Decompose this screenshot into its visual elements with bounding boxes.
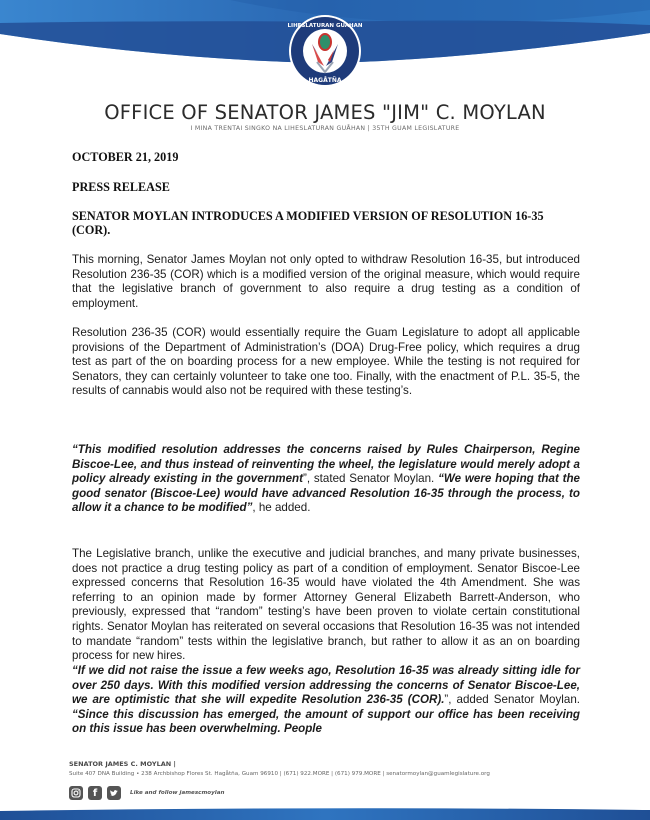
paragraph-1: This morning, Senator James Moylan not only opted to withdraw Resolution 16-35, but introduced Resolution 236-35 (COR) which is a modified version of the original measure, which would require that the legislative branch of government to also require a drug testing as a condition of employment. bbox=[72, 253, 580, 310]
headline: SENATOR MOYLAN INTRODUCES A MODIFIED VERSION OF RESOLUTION 16-35 (COR). bbox=[72, 209, 544, 237]
seal-text-top: LIHESLATURAN GUAHAN bbox=[288, 23, 362, 29]
social-links bbox=[69, 786, 224, 800]
attribution: , he added. bbox=[252, 501, 311, 515]
quote: “If we did not raise the issue a few weeks ago, Resolution 16-35 was already sitting idle for over 250 days. With this modified version addressing the concerns of Senator Biscoe-Lee, we are optimistic that she will expedite Resolution 236-35 (COR). bbox=[72, 664, 580, 707]
paragraph-3 bbox=[72, 443, 580, 516]
footer-contact-info: Suite 407 DNA Building • 238 Archbishop Flores St. Hagåtña, Guam 96910 | (671) 922.MORE | (671) 979.MORE | senatormoylan@guamlegislature.org bbox=[69, 771, 490, 777]
release-date: OCTOBER 21, 2019 bbox=[72, 150, 179, 164]
quote: “This modified resolution addresses the concerns raised by Rules Chairperson, Regine Biscoe-Lee, and thus instead of reinventing the wheel, the legislature would merely adopt a policy already existing in the government bbox=[72, 443, 580, 486]
office-subtitle: I MINA TRENTAI SINGKO NA LIHESLATURAN GUÅHAN | 35TH GUAM LEGISLATURE bbox=[190, 125, 460, 132]
paragraph-4: The Legislative branch, unlike the executive and judicial branches, and many private businesses, does not practice a drug testing policy as part of a condition of employment. Senator Biscoe-Lee expressed concerns that Resolution 16-35 would have violated the 4th Amendment. She was referring to an opinion made by former Attorney General Elizabeth Barrett-Anderson, who previously, expressed that “random” testing’s have been proven to violate certain constitutional rights. Senator Moylan has reiterated on several occasions that Resolution 16-35 was not intended to mandate “random” tests within the legislative branch, but rather to allow it as an on boarding process for new hires. bbox=[72, 547, 580, 663]
twitter-icon[interactable] bbox=[107, 786, 121, 800]
document-type: PRESS RELEASE bbox=[72, 180, 170, 194]
quote: “We were hoping that the good senator (Biscoe-Lee) would have advanced Resolution 16-35 through the process, to allow it a chance to be modified” bbox=[72, 472, 581, 515]
paragraph-5 bbox=[72, 664, 580, 737]
facebook-icon[interactable]: f bbox=[88, 786, 102, 800]
follow-text: Like and follow jamescmoylan bbox=[130, 790, 225, 796]
legislature-seal-logo bbox=[288, 14, 362, 88]
quote: “Since this discussion has emerged, the amount of support our office has been receiving on this issue has been overwhelming. People bbox=[72, 707, 580, 736]
office-title: OFFICE OF SENATOR JAMES "JIM" C. MOYLAN bbox=[104, 101, 546, 124]
footer-banner bbox=[0, 806, 650, 820]
seal-text-bottom: HAGÅTÑA bbox=[308, 77, 342, 84]
footer-senator-name: SENATOR JAMES C. MOYLAN | bbox=[69, 760, 176, 768]
instagram-icon[interactable] bbox=[69, 786, 83, 800]
attribution: ”, added Senator Moylan. bbox=[444, 693, 580, 707]
paragraph-2: Resolution 236-35 (COR) would essentially require the Guam Legislature to adopt all applicable provisions of the Department of Administration’s (DOA) Drug-Free policy, which requires a drug test as part of the on boarding process for a new employee. While the testing is not required for Senators, they can certainly volunteer to take one too. Finally, with the enactment of P.L. 35-5, the results of cannabis would also not be required with these testing’s. bbox=[72, 326, 580, 398]
attribution: ”, stated Senator Moylan. bbox=[303, 472, 435, 486]
